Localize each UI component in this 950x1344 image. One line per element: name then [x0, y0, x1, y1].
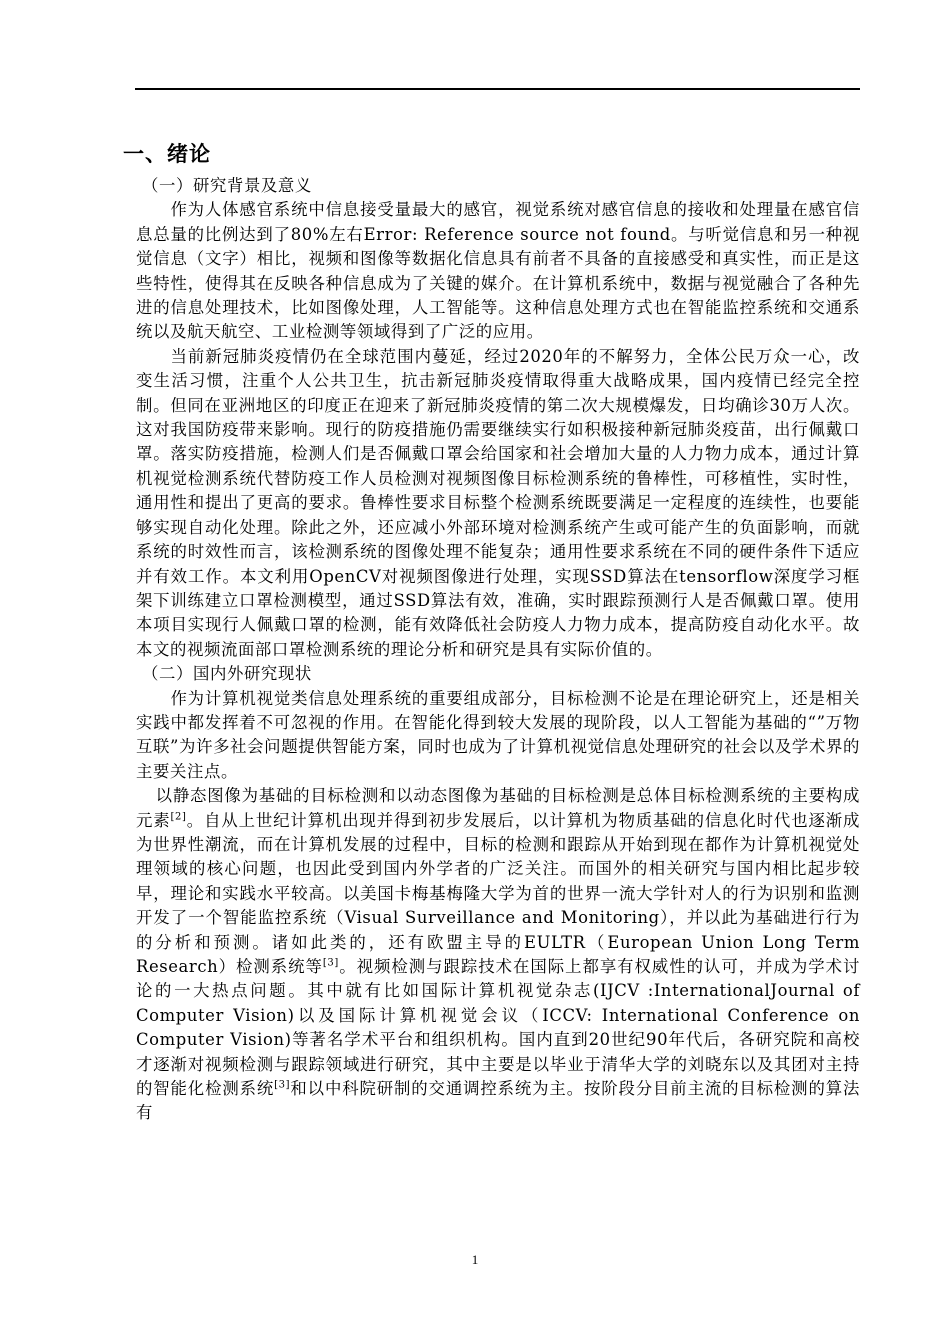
section-heading-background: （一）研究背景及意义	[142, 176, 312, 195]
paragraph-text: 。自从上世纪计算机出现并得到初步发展后，以计算机为物质基础的信息化时代也逐渐成为世界性潮流，而在计算机发展的过程中，目标的检测和跟踪从开始到现在都作为计算机视觉处理领域的核心问题，也因此受到国内外学者的广泛关注。而国外的相关研究与国内相比起步较早，理论和实践水平较高。以美国卡梅基梅隆大学为首的世界一流大学针对人的行为识别和监测开发了一个智能监控系统（Visual Surveillance and Monitoring），并以此为基础进行行为的分析和预测。诸如此类的，还有欧盟主导的EULTR（European Union Long Term Research）检测系统等	[136, 810, 860, 976]
paragraph-text: 。视频检测与跟踪技术在国际上都享有权威性的认可，并成为学术讨论的一大热点问题。其中就有比如国际计算机视觉杂志(IJCV :InternationalJournal of Computer Vision)以及国际计算机视觉会议（ICCV: International Conference on Computer Vision)等著名学术平台和组织机构。国内直到20世纪90年代后，各研究院和高校才逐渐对视频检测与跟踪领域进行研究，其中主要是以毕业于清华大学的刘晓东以及其团对主持的智能化检测系统	[136, 957, 860, 1099]
document-body	[136, 174, 860, 1126]
paragraph-text: 以静态图像为基础的目标检测和以动态图像为基础的目标检测是总体目标检测系统的主要构成元素	[136, 786, 860, 830]
paragraph-text: 和以中科院研制的交通调控系统为主。按阶段分目前主流的目标检测的算法有	[136, 1079, 860, 1123]
page-number: 1	[471, 1252, 479, 1267]
paragraph-text: 。与听觉信息和另一种视觉信息（文字）相比，视频和图像等数据化信息具有前者不具备的直接感受和真实性，而正是这些特性，使得其在反映各种信息成为了关键的媒介。在计算机系统中，数据与视觉融合了各种先进的信息处理技术，比如图像处理，人工智能等。这种信息处理方式也在智能监控系统和交通系统以及航天航空、工业检测等领域得到了广泛的应用。	[136, 224, 860, 342]
paragraph-status-2	[136, 784, 860, 1126]
paragraph-status-1: 作为计算机视觉类信息处理系统的重要组成部分，目标检测不论是在理论研究上，还是相关实践中都发挥着不可忽视的作用。在智能化得到较大发展的现阶段，以人工智能为基础的“”万物互联”为许多社会问题提供智能方案，同时也成为了计算机视觉信息处理研究的社会以及学术界的主要关注点。	[136, 688, 860, 781]
header-rule	[135, 88, 860, 90]
paragraph-text: 作为人体感官系统中信息接受量最大的感官，视觉系统对感官信息的接收和处理量在感官信息总量的比例达到了80%左右	[136, 200, 860, 244]
paragraph-background-1	[136, 198, 860, 344]
paragraph-background-2: 当前新冠肺炎疫情仍在全球范围内蔓延，经过2020年的不解努力，全体公民万众一心，改变生活习惯，注重个人公共卫生，抗击新冠肺炎疫情取得重大战略成果，国内疫情已经完全控制。但同在亚洲地区的印度正在迎来了新冠肺炎疫情的第二次大规模爆发，日均确诊30万人次。这对我国防疫带来影响。现行的防疫措施仍需要继续实行如积极接种新冠肺炎疫苗，出行佩戴口罩。落实防疫措施，检测人们是否佩戴口罩会给国家和社会增加大量的人力物力成本，通过计算机视觉检测系统代替防疫工作人员检测对视频图像目标检测系统的鲁棒性，可移植性，实时性，通用性和提出了更高的要求。鲁棒性要求目标整个检测系统既要满足一定程度的连续性，也要能够实现自动化处理。除此之外，还应减小外部环境对检测系统产生或可能产生的负面影响，而就系统的时效性而言，该检测系统的图像处理不能复杂；通用性要求系统在不同的硬件条件下适应并有效工作。本文利用OpenCV对视频图像进行处理，实现SSD算法在tensorflow深度学习框架下训练建立口罩检测模型，通过SSD算法有效，准确，实时跟踪预测行人是否佩戴口罩。使用本项目实现行人佩戴口罩的检测，能有效降低社会防疫人力物力成本，提高防疫自动化水平。故本文的视频流面部口罩检测系统的理论分析和研究是具有实际价值的。	[136, 346, 860, 659]
reference-error-text: Error: Reference source not found	[363, 224, 671, 244]
citation-ref: [3]	[322, 957, 339, 969]
citation-ref: [3]	[274, 1079, 291, 1091]
chapter-heading: 一、绪论	[123, 142, 211, 166]
citation-ref: [2]	[170, 811, 187, 823]
section-heading-status: （二）国内外研究现状	[142, 664, 312, 684]
